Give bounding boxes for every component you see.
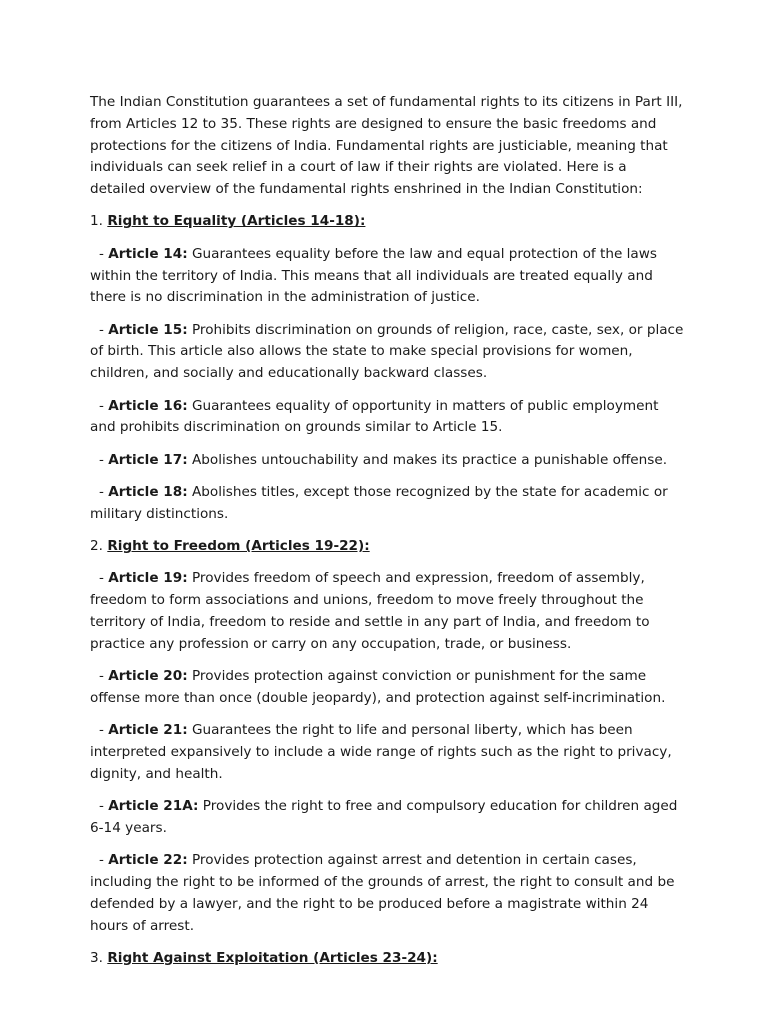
article-21: - Article 21: Guarantees the right to life and personal liberty, which has been interpreted expansively to include a wide range of rights such as the right to privacy, dignity, and health. bbox=[90, 722, 672, 782]
article-17: - Article 17: Abolishes untouchability and makes its practice a punishable offense. bbox=[99, 451, 668, 468]
article-19: - Article 19: Provides freedom of speech and expression, freedom of assembly, freedom to form associations and unions, freedom to move freely throughout the territory of India, freedom to reside and settle in any part of India, and freedom to practice any profession or carry on any occupation, trade, or business. bbox=[90, 570, 650, 652]
article-text: Provides the right to free and compulsory education for children aged 6-14 years. bbox=[90, 798, 678, 836]
section-heading-exploitation bbox=[90, 948, 684, 970]
intro-paragraph: The Indian Constitution guarantees a set of fundamental rights to its citizens in Part III, from Articles 12 to 35. These rights are designed to ensure the basic freedoms and protections for the citizens of India. Fundamental rights are justiciable, meaning that individuals can seek relief in a court of law if their rights are violated. Here is a detailed overview of the fundamental rights enshrined in the Indian Constitution: bbox=[90, 94, 683, 198]
article-15: - Article 15: Prohibits discrimination on grounds of religion, race, caste, sex, or place of birth. This article also allows the state to make special provisions for women, children, and socially and educationally backward classes. bbox=[90, 321, 684, 382]
section-title: Right Against Exploitation (Articles 23-24): bbox=[107, 949, 438, 966]
article-label: Article 19: bbox=[108, 570, 188, 587]
article-label: Article 15: bbox=[108, 321, 188, 338]
article-22: - Article 22: Provides protection against arrest and detention in certain cases, including the right to be informed of the grounds of arrest, the right to consult and be defended by a lawyer, and the right to be produced before a magistrate within 24 hours of arrest. bbox=[90, 852, 675, 934]
article-label: Article 21: bbox=[108, 722, 188, 739]
article-label: Article 16: bbox=[108, 397, 188, 414]
article-text: Prohibits discrimination on grounds of religion, race, caste, sex, or place of birth. This article also allows the state to make special provisions for women, children, and socially and educationally backward classes. bbox=[90, 321, 684, 382]
article-text: Guarantees equality before the law and equal protection of the laws within the territory of India. This means that all individuals are treated equally and there is no discrimination in the administration of justice. bbox=[90, 245, 657, 306]
article-text: Provides protection against arrest and detention in certain cases, including the right to be informed of the grounds of arrest, the right to consult and be defended by a lawyer, and the right to be produced before a magistrate within 24 hours of arrest. bbox=[90, 852, 675, 934]
article-label: Article 20: bbox=[108, 668, 188, 685]
article-18: - Article 18: Abolishes titles, except those recognized by the state for academic or military distinctions. bbox=[90, 483, 668, 522]
article-label: Article 14: bbox=[108, 245, 188, 262]
article-label: Article 21A: bbox=[108, 798, 199, 815]
article-16: - Article 16: Guarantees equality of opportunity in matters of public employment and prohibits discrimination on grounds similar to Article 15. bbox=[90, 397, 659, 436]
article-text: Abolishes titles, except those recognized by the state for academic or military distinctions. bbox=[90, 483, 668, 522]
article-text: Guarantees equality of opportunity in matters of public employment and prohibits discrimination on grounds similar to Article 15. bbox=[90, 397, 659, 436]
article-text: Guarantees the right to life and personal liberty, which has been interpreted expansively to include a wide range of rights such as the right to privacy, dignity, and health. bbox=[90, 722, 672, 782]
section-heading-equality bbox=[90, 211, 684, 233]
article-20: - Article 20: Provides protection against conviction or punishment for the same offense more than once (double jeopardy), and protection against self-incrimination. bbox=[90, 668, 666, 706]
section-title: Right to Equality (Articles 14-18): bbox=[107, 213, 366, 230]
article-text: Provides freedom of speech and expression, freedom of assembly, freedom to form associations and unions, freedom to move freely throughout the territory of India, freedom to reside and settle in any part of India, and freedom to practice any profession or carry on any occupation, trade, or business. bbox=[90, 570, 650, 652]
section-heading-freedom bbox=[90, 536, 684, 558]
article-14: - Article 14: Guarantees equality before the law and equal protection of the laws within the territory of India. This means that all individuals are treated equally and there is no discrimination in the administration of justice. bbox=[90, 245, 657, 306]
article-text: Provides protection against conviction or punishment for the same offense more than once (double jeopardy), and protection against self-incrimination. bbox=[90, 668, 666, 706]
article-21a: - Article 21A: Provides the right to free and compulsory education for children aged 6-14 years. bbox=[90, 798, 678, 836]
section-number: 3. bbox=[90, 949, 103, 966]
section-number: 2. bbox=[90, 538, 103, 555]
section-title: Right to Freedom (Articles 19-22): bbox=[107, 538, 370, 555]
document-page bbox=[90, 92, 684, 980]
article-label: Article 22: bbox=[108, 852, 188, 869]
article-label: Article 18: bbox=[108, 483, 188, 500]
article-label: Article 17: bbox=[108, 451, 188, 468]
article-text: Abolishes untouchability and makes its practice a punishable offense. bbox=[191, 451, 668, 468]
section-number: 1. bbox=[90, 213, 103, 230]
